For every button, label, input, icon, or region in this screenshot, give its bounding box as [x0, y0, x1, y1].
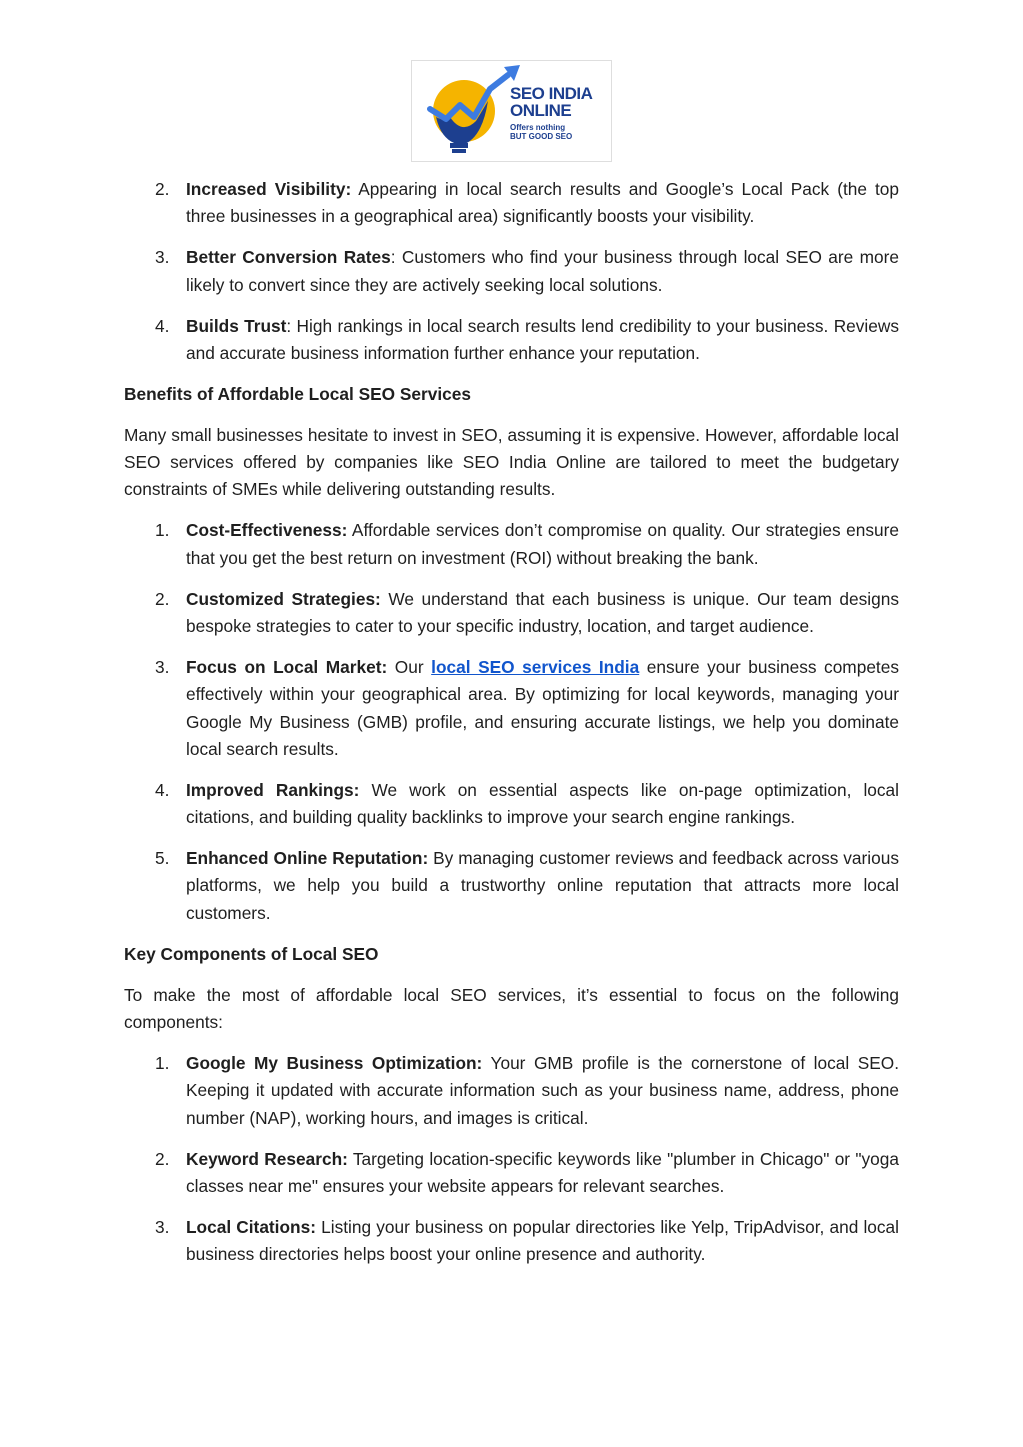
list-item-title: Local Citations:: [186, 1216, 316, 1237]
list-number: 5.: [155, 848, 170, 869]
list-item-text: By managing customer reviews and feedback across various platforms, we help you build a trustworthy online reputation that attracts more local customers.: [186, 848, 899, 923]
list-item-text: Appearing in local search results and Google’s Local Pack (the top three businesses in a geographical area) significantly boosts your visibility.: [186, 179, 899, 227]
logo-tagline-1: Offers nothing: [510, 123, 566, 132]
list-item-text: : High rankings in local search results lend credibility to your business. Reviews and accurate business information further enhance your reputation.: [186, 315, 900, 363]
list-item: [124, 845, 899, 927]
list-item-title: Improved Rankings:: [186, 779, 360, 800]
list-item-text: Affordable services don’t compromise on quality. Our strategies ensure that you get the best return on investment (ROI) without breaking the bank.: [186, 520, 899, 568]
list-item: [124, 517, 899, 572]
logo-line-1: SEO INDIA: [510, 84, 593, 103]
list-item-text: We work on essential aspects like on-page optimization, local citations, and building quality backlinks to improve your search engine rankings.: [186, 779, 899, 828]
list-item: [124, 1050, 899, 1132]
affordable-benefits-list: [124, 517, 899, 927]
list-number: 1.: [155, 1052, 170, 1073]
list-item-title: Increased Visibility:: [186, 179, 352, 199]
list-item: [124, 1214, 899, 1269]
list-item-text: Targeting location-specific keywords like "plumber in Chicago" or "yoga classes near me" ensures your website appears for relevant searches.: [186, 1148, 899, 1196]
intro-paragraph: Many small businesses hesitate to invest in SEO, assuming it is expensive. However, affordable local SEO services offered by companies like SEO India Online are tailored to meet the budgetary constraints of SMEs while delivering outstanding results.: [124, 424, 899, 500]
logo-tagline: [510, 123, 572, 141]
list-item-title: Enhanced Online Reputation:: [186, 848, 429, 869]
components-list: [124, 1050, 899, 1268]
list-number: 2.: [155, 588, 170, 609]
list-item-title: Focus on Local Market:: [186, 656, 388, 677]
company-logo: [411, 60, 612, 162]
logo-wordmark: [510, 85, 592, 119]
logo-tagline-2: BUT GOOD SEO: [510, 132, 573, 141]
list-item: [124, 586, 899, 641]
list-item-title: Better Conversion Rates: [186, 247, 391, 268]
list-item: [124, 777, 899, 832]
list-item-title: Cost-Effectiveness:: [186, 520, 348, 541]
list-number: 4.: [155, 315, 170, 336]
benefits-list-continued: [124, 176, 899, 367]
section-heading-benefits: Benefits of Affordable Local SEO Services: [124, 383, 472, 404]
list-number: 1.: [155, 520, 170, 541]
list-item-text: Listing your business on popular directories like Yelp, TripAdvisor, and local business directories helps boost your online presence and authority.: [186, 1216, 899, 1265]
list-item-text: We understand that each business is unique. Our team designs bespoke strategies to cater to your specific industry, location, and target audience.: [186, 588, 899, 636]
list-number: 3.: [155, 656, 170, 677]
list-item: [124, 654, 899, 763]
list-item-text: Your GMB profile is the cornerstone of local SEO. Keeping it updated with accurate information such as your business name, address, phone number (NAP), working hours, and images is critical.: [186, 1052, 899, 1128]
list-item-title: Customized Strategies:: [186, 588, 381, 609]
list-item-text: ensure your business competes effectively within your geographical area. By optimizing for local keywords, managing your Google My Business (GMB) profile, and ensuring accurate listings, we help you dominate local search results.: [186, 656, 899, 759]
list-item: [124, 1146, 899, 1201]
list-item-title: Builds Trust: [186, 315, 287, 336]
list-item: [124, 313, 899, 368]
list-item-pre: Our: [387, 656, 432, 677]
list-item-title: Keyword Research:: [186, 1148, 348, 1169]
local-seo-services-link[interactable]: local SEO services India: [431, 656, 640, 677]
list-item: [124, 244, 899, 299]
list-item-title: Google My Business Optimization:: [186, 1052, 483, 1073]
list-item: [124, 176, 899, 231]
list-number: 2.: [155, 179, 170, 199]
list-number: 4.: [155, 779, 170, 800]
components-intro-paragraph: To make the most of affordable local SEO services, it’s essential to focus on the following components:: [124, 984, 899, 1032]
list-number: 2.: [155, 1148, 170, 1169]
document-body: [124, 176, 899, 1268]
list-number: 3.: [155, 247, 170, 268]
section-heading-components: Key Components of Local SEO: [124, 943, 379, 964]
logo-line-2: ONLINE: [510, 101, 572, 120]
list-item-text: : Customers who find your business through local SEO are more likely to convert since they are actively seeking local solutions.: [186, 247, 900, 295]
list-number: 3.: [155, 1216, 170, 1237]
